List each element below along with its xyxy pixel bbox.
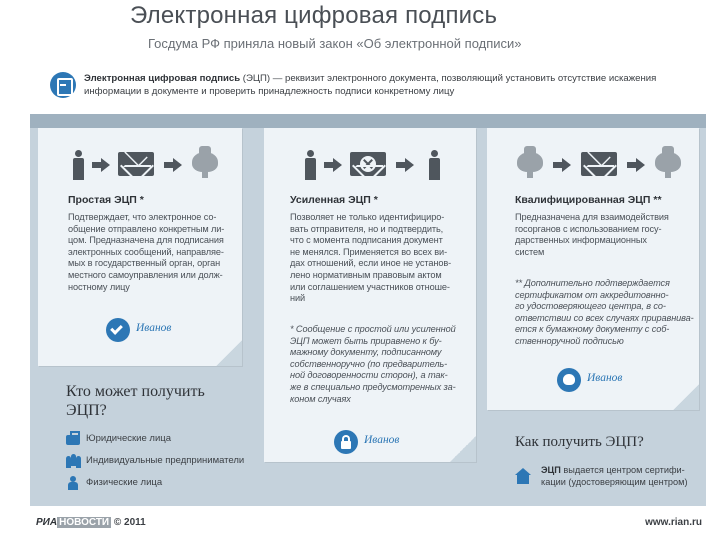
state-emblem-icon — [190, 146, 220, 178]
who-label: Юридические лица — [86, 433, 171, 444]
card-text: Позволяет не только идентифициро- вать отправителя, но и подтвердить, что с момента подписания документ не менялся. Применяется во всех ви- дах отношений, если иное не установ- лено нормативным правовым актом или соглашением участников отноше- ний — [290, 212, 452, 304]
briefcase-icon — [66, 435, 80, 445]
panel-top-band — [30, 114, 706, 128]
card-title: Простая ЭЦП * — [68, 194, 144, 206]
intro-term: Электронная цифровая подпись — [84, 73, 241, 84]
intro-rest: (ЭЦП) — реквизит электронного документа, позволяющий установить отсутствие искажения информации в документе и проверить принадлежность подписи конкретному лицу — [84, 73, 657, 97]
how-lead: ЭЦП — [541, 465, 561, 475]
who-label: Физические лица — [86, 477, 163, 488]
card-title: Квалифицированная ЭЦП ** — [515, 194, 662, 206]
card-text: Предназначена для взаимодействия госорганов с использованием госу- дарственных информационных систем — [515, 212, 669, 257]
publisher-logo — [36, 517, 146, 528]
card-footnote: ** Дополнительно подтверждается сертификатом от аккредитовнно- го удостоверяющего центра, в со- ответствии со всех случаях приравнива- ется к бумажному документу с соб- ственноручной подписью — [515, 278, 694, 346]
how-item — [515, 464, 705, 490]
arrow-right-icon — [164, 158, 182, 172]
lock-icon — [334, 430, 358, 454]
list-item — [66, 432, 266, 448]
state-emblem-icon — [515, 146, 545, 178]
emblem-seal-icon — [557, 368, 581, 392]
signature-name: Иванов — [364, 434, 400, 446]
envelope-icon — [581, 152, 617, 176]
page-subtitle: Госдума РФ приняла новый закон «Об электронной подписи» — [148, 36, 522, 51]
arrow-right-icon — [396, 158, 414, 172]
card-title: Усиленная ЭЦП * — [290, 194, 378, 206]
who-label: Индивидуальные предприниматели — [86, 455, 245, 466]
card-qualified-signature — [487, 128, 699, 410]
flow-diagram — [264, 146, 476, 186]
sender-icon — [304, 150, 316, 180]
person-icon — [66, 476, 80, 490]
how-rest: выдается центром сертифи- кации (удостоверяющим центром) — [541, 465, 688, 487]
page-curl — [673, 384, 699, 410]
document-icon — [50, 72, 76, 98]
list-item — [66, 476, 266, 492]
footer — [30, 506, 706, 540]
how-title: Как получить ЭЦП? — [515, 434, 644, 450]
page-curl — [216, 340, 242, 366]
group-icon — [66, 454, 80, 468]
card-text: Подтверждает, что электронное со- общение отправлено конкретным ли- цом. Предназначена для подписания электронных сообщений, направляе- мых в государственный орган, орган местного самоуправления или долж- ностному лицу — [68, 212, 225, 292]
page-curl — [450, 436, 476, 462]
copyright: © 2011 — [111, 517, 146, 528]
recipient-icon — [428, 150, 440, 180]
card-simple-signature — [38, 128, 242, 366]
card-footnote: * Сообщение с простой или усиленной ЭЦП может быть приравнено к бу- мажному документу, подписанному собственноручно (по предваритель- ной договоренности сторон), а так- же в специально предусмотренных за- коном случаях — [290, 324, 456, 404]
list-item — [66, 454, 266, 470]
logo-part-a: РИА — [36, 517, 58, 528]
signature-name: Иванов — [136, 322, 172, 334]
who-title: Кто может получить ЭЦП? — [66, 383, 205, 419]
sender-icon — [72, 150, 84, 180]
card-enhanced-signature — [264, 128, 476, 462]
checkmark-icon — [106, 318, 130, 342]
arrow-right-icon — [324, 158, 342, 172]
intro-text — [84, 72, 690, 98]
how-text — [541, 464, 705, 488]
arrow-right-icon — [553, 158, 571, 172]
state-emblem-icon — [653, 146, 683, 178]
intro-definition — [50, 70, 690, 106]
arrow-right-icon — [627, 158, 645, 172]
flow-diagram — [487, 146, 699, 186]
page-title: Электронная цифровая подпись — [130, 2, 498, 29]
signature-name: Иванов — [587, 372, 623, 384]
arrow-right-icon — [92, 158, 110, 172]
source-url[interactable]: www.rian.ru — [645, 517, 702, 528]
sealed-envelope-icon — [350, 152, 386, 176]
logo-part-b: НОВОСТИ — [59, 517, 110, 528]
house-icon — [515, 468, 531, 484]
envelope-icon — [118, 152, 154, 176]
flow-diagram — [38, 146, 242, 186]
